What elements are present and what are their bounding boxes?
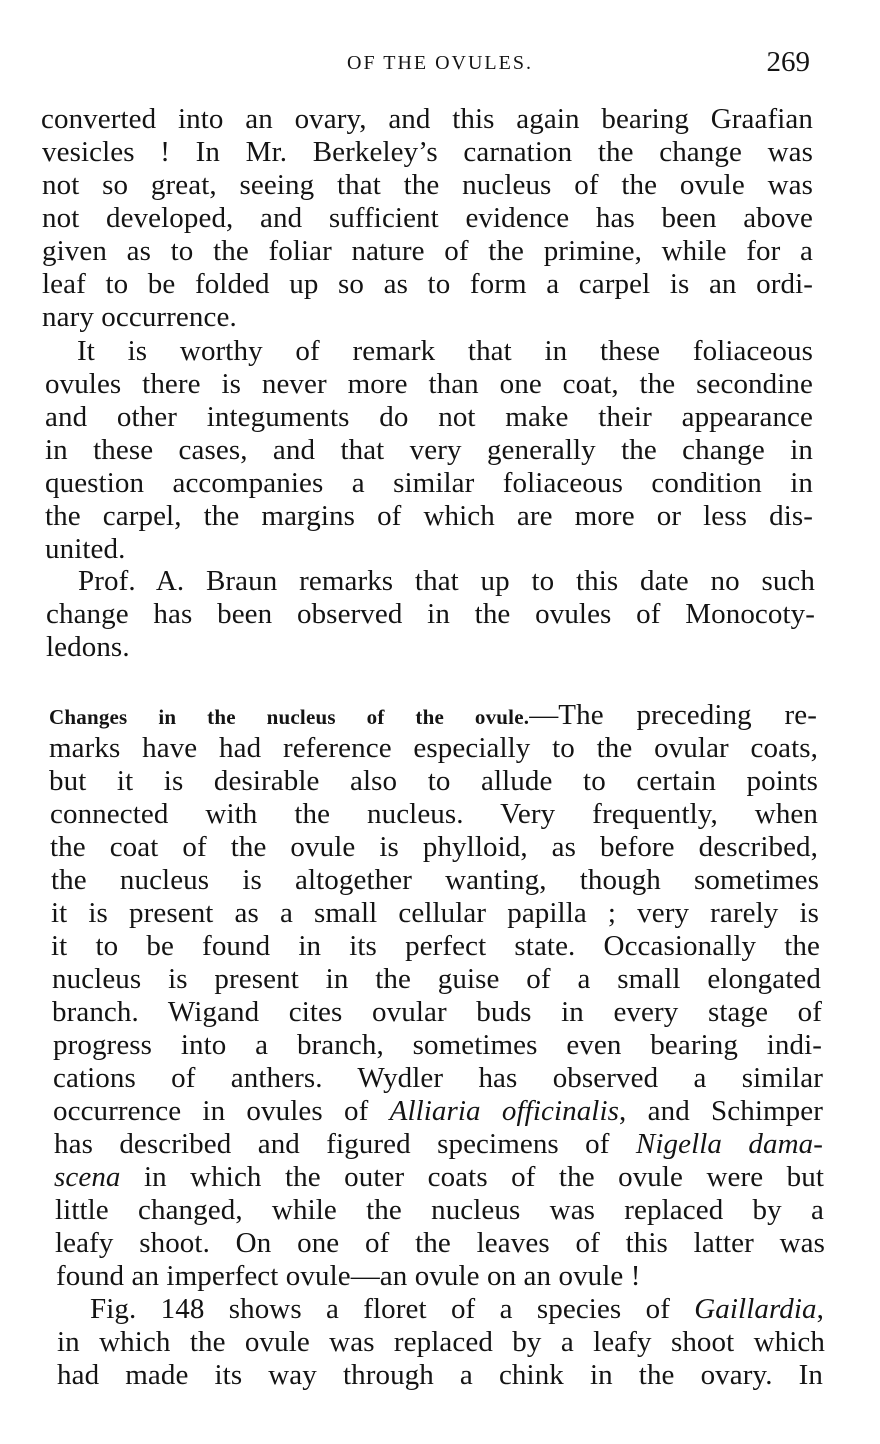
text-line: branch. Wigand cites ovular buds in every stage of xyxy=(52,996,822,1028)
text-line: given as to the foliar nature of the primine, while for a xyxy=(42,235,813,267)
text-line: nucleus is present in the guise of a small elongated xyxy=(52,963,821,995)
text-line: progress into a branch, sometimes even bearing indi- xyxy=(53,1029,822,1061)
text-line: It is worthy of remark that in these foliaceous xyxy=(77,335,813,367)
text-line: Prof. A. Braun remarks that up to this date no such xyxy=(78,565,815,597)
text-line: converted into an ovary, and this again bearing Graafian xyxy=(41,103,813,135)
text-line: the carpel, the margins of which are more or less dis- xyxy=(45,500,813,532)
taxon-name: Gaillardia xyxy=(694,1293,817,1325)
text-line: the coat of the ovule is phylloid, as before described, xyxy=(50,831,818,863)
text-line: it to be found in its perfect state. Occasionally the xyxy=(51,930,820,962)
text-line: scena in which the outer coats of the ovule were but xyxy=(54,1161,824,1193)
running-head xyxy=(0,46,880,86)
text-line: cations of anthers. Wydler has observed a similar xyxy=(53,1062,823,1094)
text-line: not developed, and sufficient evidence has been above xyxy=(42,202,813,234)
text-line: ovules there is never more than one coat, the secondine xyxy=(45,368,813,400)
text-line: change has been observed in the ovules of Monocoty- xyxy=(46,598,815,630)
text-line: vesicles ! In Mr. Berkeley’s carnation the change was xyxy=(42,136,813,168)
section-heading-tail: —The preceding re- xyxy=(529,699,818,731)
text-line: ledons. xyxy=(46,631,130,663)
taxon-name: scena xyxy=(54,1161,121,1193)
text-line: had made its way through a chink in the ovary. In xyxy=(57,1359,823,1391)
page-number: 269 xyxy=(766,46,810,78)
text-line: found an imperfect ovule—an ovule on an ovule ! xyxy=(56,1260,641,1292)
text-line: but it is desirable also to allude to certain points xyxy=(49,765,818,797)
taxon-name: Alliaria officinalis xyxy=(389,1095,620,1127)
text-line: leaf to be folded up so as to form a carpel is an ordi- xyxy=(42,268,813,300)
section-heading-line xyxy=(49,699,817,733)
text-line: it is present as a small cellular papilla ; very rarely is xyxy=(51,897,819,929)
running-title: OF THE OVULES. xyxy=(347,52,533,74)
text-line: united. xyxy=(45,533,126,565)
text-line: little changed, while the nucleus was replaced by a xyxy=(55,1194,824,1226)
text-line: Fig. 148 shows a floret of a species of Gaillardia, xyxy=(90,1293,824,1325)
text-line: occurrence in ovules of Alliaria officinalis, and Schimper xyxy=(53,1095,823,1127)
text-line: question accompanies a similar foliaceous condition in xyxy=(45,467,813,499)
taxon-name: Nigella dama- xyxy=(635,1128,823,1160)
section-heading: Changes in the nucleus of the ovule. xyxy=(49,705,530,729)
text-line: and other integuments do not make their appearance xyxy=(45,401,813,433)
text-line: nary occurrence. xyxy=(42,301,237,333)
text-line: marks have had reference especially to the ovular coats, xyxy=(49,732,818,764)
text-line: leafy shoot. On one of the leaves of this latter was xyxy=(55,1227,825,1259)
text-line: connected with the nucleus. Very frequently, when xyxy=(50,798,818,830)
text-line: in these cases, and that very generally the change in xyxy=(45,434,813,466)
text-line: not so great, seeing that the nucleus of the ovule was xyxy=(42,169,813,201)
text-line: has described and figured specimens of Nigella dama- xyxy=(54,1128,823,1160)
text-line: the nucleus is altogether wanting, though sometimes xyxy=(51,864,819,896)
text-line: in which the ovule was replaced by a leafy shoot which xyxy=(57,1326,825,1358)
